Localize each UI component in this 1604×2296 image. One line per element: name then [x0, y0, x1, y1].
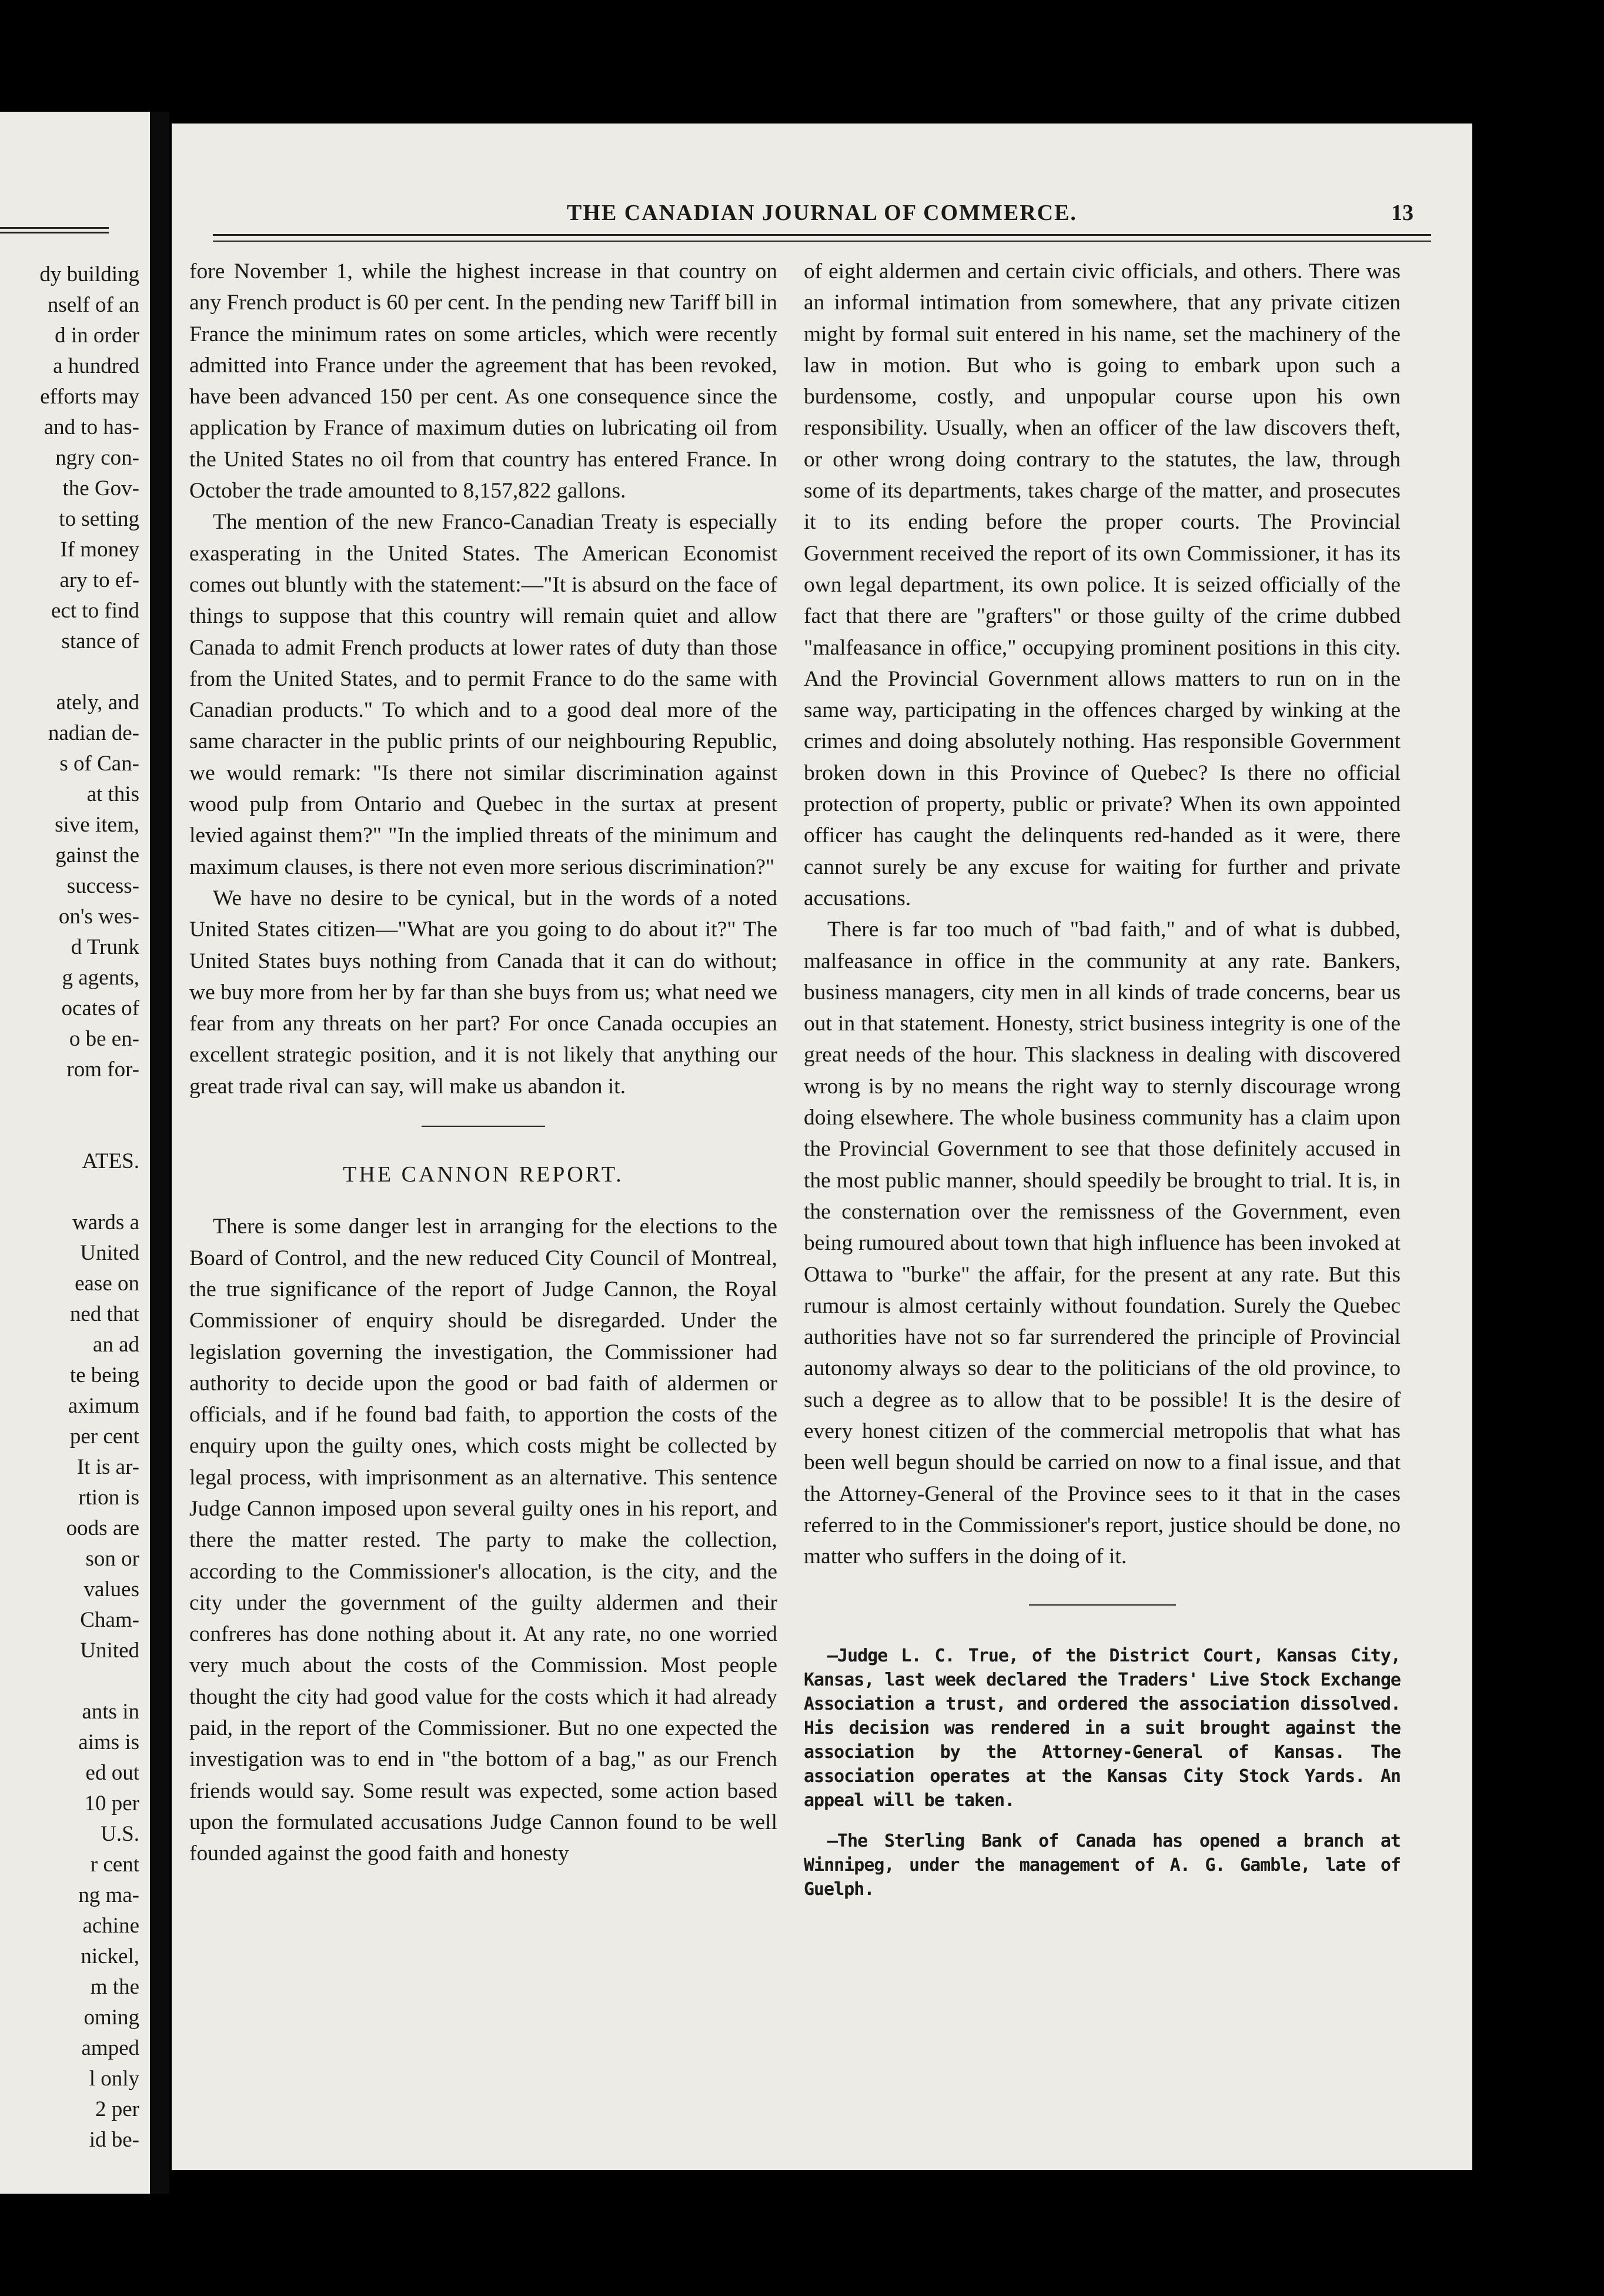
adjacent-page-line: wards a	[72, 1210, 139, 1234]
adjacent-page-line: oods are	[66, 1516, 139, 1540]
adjacent-page-line: d Trunk	[71, 935, 139, 959]
adjacent-page-line: nadian de-	[48, 721, 139, 745]
page-number: 13	[1391, 201, 1413, 225]
adjacent-page-line: ngry con-	[55, 446, 139, 470]
adjacent-page-line: ed out	[85, 1761, 139, 1785]
adjacent-page-line: It is ar-	[76, 1455, 139, 1479]
adjacent-page-line: l only	[89, 2067, 139, 2091]
adjacent-page-rule	[0, 227, 109, 229]
adjacent-page-line: ocates of	[61, 996, 139, 1020]
paragraph: The mention of the new Franco-Canadian Treaty is especially exasperating in the United States. The American Economist comes out bluntly with the statement:—"It is absurd on the face of things to suppose that this country will remain quiet and allow Canada to admit French products at lower rates of duty than those from the United States, and to permit France to do the same with Canadian products." To which and to a good deal more of the same character in the public prints of our neighbouring Republic, we would remark: "Is there not similar discrimination against wood pulp from Ontario and Quebec in the surtax at present levied against them?" "In the implied threats of the minimum and maximum clauses, is there not even more serious discrimination?"	[189, 510, 777, 879]
news-note: —The Sterling Bank of Canada has opened a branch at Winnipeg, under the management of A. G. Gamble, late of Guelph.	[804, 1831, 1401, 1900]
adjacent-page-line: nickel,	[81, 1944, 139, 1968]
adjacent-page-line: gainst the	[55, 843, 139, 867]
adjacent-page-line: an ad	[92, 1333, 139, 1357]
adjacent-page-line: ary to ef-	[59, 568, 139, 592]
adjacent-page-line: per cent	[69, 1424, 139, 1449]
news-notes	[804, 1644, 1401, 1901]
adjacent-page-line: aximum	[68, 1394, 139, 1418]
notes-divider	[1029, 1604, 1176, 1606]
journal-page	[172, 124, 1472, 2170]
adjacent-page-line: s of Can-	[59, 752, 139, 776]
adjacent-page-line: 10 per	[84, 1791, 139, 1816]
journal-title: THE CANADIAN JOURNAL OF COMMERCE.	[567, 201, 1077, 225]
adjacent-page-line: U.S.	[101, 1822, 139, 1846]
adjacent-page-line: amped	[81, 2036, 139, 2060]
adjacent-page-line: ned that	[69, 1302, 139, 1326]
adjacent-page-line: on's wes-	[58, 905, 139, 929]
adjacent-page-line: rom for-	[66, 1057, 139, 1082]
adjacent-page-line: ants in	[82, 1700, 139, 1724]
adjacent-page-line: m the	[90, 1975, 139, 1999]
adjacent-page-line: o be en-	[69, 1027, 139, 1051]
adjacent-page-line: stance of	[61, 629, 139, 653]
adjacent-page-line: and to has-	[44, 415, 139, 439]
adjacent-page-line: ease on	[75, 1272, 139, 1296]
section-title: THE CANNON REPORT.	[343, 1162, 624, 1187]
adjacent-page-line: id be-	[89, 2128, 139, 2152]
adjacent-page-line: a hundred	[53, 354, 139, 378]
adjacent-page-line: efforts may	[40, 385, 139, 409]
adjacent-page-line: at this	[86, 782, 139, 806]
paragraph: There is some danger lest in arranging for the elections to the Board of Control, and the new reduced City Council of Montreal, the true significance of the report of Judge Cannon, the Royal Commissioner of enquiry should be disregarded. Under the legislation governing the investigation, the Commissioner had authority to decide upon the good or bad faith of aldermen or officials, and if he found bad faith, to apportion the costs of the enquiry upon the guilty ones, which costs might be collected by legal process, with imprisonment as an alternative. This sentence Judge Cannon imposed upon several guilty ones in his report, and there the matter rested. The party to make the collection, according to the Commissioner's allocation, is the city, and the city under the government of the guilty aldermen and their confreres has done nothing about it. At any rate, no one worried very much about the costs of the Commission. Most people thought the city had good value for the costs which it had already paid, in the report of the Commissioner. But no one expected the investigation was to end in "the bottom of a bag," as our French friends would say. Some result was expected, some action based upon the formulated accusations Judge Cannon found to be well founded against the good faith and honesty	[189, 1214, 777, 1866]
adjacent-page-line: United	[80, 1241, 139, 1265]
adjacent-page-line: 2 per	[95, 2097, 139, 2121]
adjacent-page-line: sive item,	[55, 813, 139, 837]
paragraph: of eight aldermen and certain civic officials, and others. There was an informal intimation from somewhere, that any private citizen might by formal suit entered in his name, set the machinery of the law in motion. But who is going to embark upon such a burdensome, costly, and unpopular course upon his own responsibility. Usually, when an officer of the law discovers theft, or other wrong doing contrary to the statutes, the law, through some of its departments, takes charge of the matter, and prosecutes it to its ending before the proper courts. The Provincial Government received the report of its own Commissioner, it has its own legal department, its own police. It is seized officially of the fact that there are "grafters" or those guilty of the crime dubbed "malfeasance in office," occupying prominent positions in this city. And the Provincial Government allows matters to run on in the same way, participating in the offences charged by winking at the crimes and doing absolutely nothing. Has responsible Government broken down in this Province of Quebec? Is there no official protection of property, public or private? When its own appointed officer has caught the delinquents red-handed as it were, there cannot surely be any excuse for waiting for further and private accusations.	[804, 259, 1401, 910]
adjacent-page-line: achine	[82, 1914, 139, 1938]
adjacent-page-line: d in order	[55, 323, 139, 348]
adjacent-page-line: rtion is	[78, 1486, 139, 1510]
adjacent-page-line: son or	[85, 1547, 139, 1571]
header-rule	[213, 234, 1431, 242]
left-column	[189, 256, 777, 1870]
adjacent-page-line: Cham-	[80, 1608, 139, 1632]
adjacent-page-line: r cent	[90, 1853, 139, 1877]
adjacent-page-rule	[0, 232, 109, 233]
adjacent-page-line: aims is	[78, 1730, 139, 1754]
adjacent-page-line: to setting	[59, 507, 139, 531]
paragraph: There is far too much of "bad faith," and of what is dubbed, malfeasance in office in the community at any rate. Bankers, business managers, city men in all kinds of trade concerns, bear us out in that statement. Honesty, strict business integrity is one of the great needs of the hour. This slackness in dealing with discovered wrong is by no means the right way to sternly discourage wrong doing elsewhere. The whole business community has a claim upon the Provincial Government to see that those definitely accused in the most public manner, should speedily be brought to trial. It is, in the consternation over the remissness of the Government, even being rumoured about town that high influence has been invoked at Ottawa to "burke" the affair, for the present at any rate. But this rumour is almost certainly without foundation. Surely the Quebec authorities have not so far surrendered the principle of Provincial autonomy always so dear to the politicians of the old province, to such a degree as to allow that to be possible! It is the desire of every honest citizen of the commercial metropolis that what has been well begun should be carried on now to a final issue, and that the Attorney-General of the Province sees to it that in the cases referred to in the Commissioner's report, justice should be done, no matter who suffers in the doing of it.	[804, 917, 1401, 1569]
adjacent-page-line: United	[80, 1638, 139, 1663]
paragraph: fore November 1, while the highest increase in that country on any French product is 60 per cent. In the pending new Tariff bill in France the minimum rates on some articles, which were recently admitted into France under the agreement that has been revoked, have been advanced 150 per cent. As one consequence since the application by France of maximum duties on lubricating oil from the United States no oil from that country has entered France. In October the trade amounted to 8,157,822 gallons.	[189, 259, 777, 503]
right-column	[804, 256, 1401, 1901]
adjacent-page-line: ATES.	[82, 1149, 139, 1173]
adjacent-page-line: values	[83, 1577, 139, 1601]
section-divider	[422, 1126, 545, 1127]
paragraph: We have no desire to be cynical, but in the words of a noted United States citizen—"What are you going to do about it?" The United States buys nothing from Canada that it can do without; we buy more from her by far than she buys from us; what need we fear from any threats on her part? For once Canada occupies an excellent strategic position, and it is not likely that anything our great trade rival can say, will make us abandon it.	[189, 886, 777, 1099]
adjacent-page-line: te being	[69, 1363, 139, 1387]
adjacent-page-line: nself of an	[47, 293, 139, 317]
page-gutter	[150, 112, 169, 2194]
adjacent-page-fragment	[0, 112, 150, 2194]
adjacent-page-line: ng ma-	[78, 1883, 139, 1907]
adjacent-page-line: ately, and	[56, 690, 139, 715]
adjacent-page-line: oming	[83, 2005, 139, 2030]
adjacent-page-line: success-	[66, 874, 139, 898]
running-header	[213, 194, 1431, 235]
adjacent-page-line: ect to find	[51, 599, 139, 623]
adjacent-page-line: the Gov-	[62, 476, 139, 500]
news-note: —Judge L. C. True, of the District Court, Kansas City, Kansas, last week declared the Traders' Live Stock Exchange Association a trust, and ordered the association dissolved. His decision was rendered in a suit brought against the association by the Attorney-General of Kansas. The association operates at the Kansas City Stock Yards. An appeal will be taken.	[804, 1646, 1401, 1811]
adjacent-page-line: dy building	[39, 262, 139, 286]
adjacent-page-line: If money	[60, 538, 139, 562]
adjacent-page-line: g agents,	[62, 966, 139, 990]
